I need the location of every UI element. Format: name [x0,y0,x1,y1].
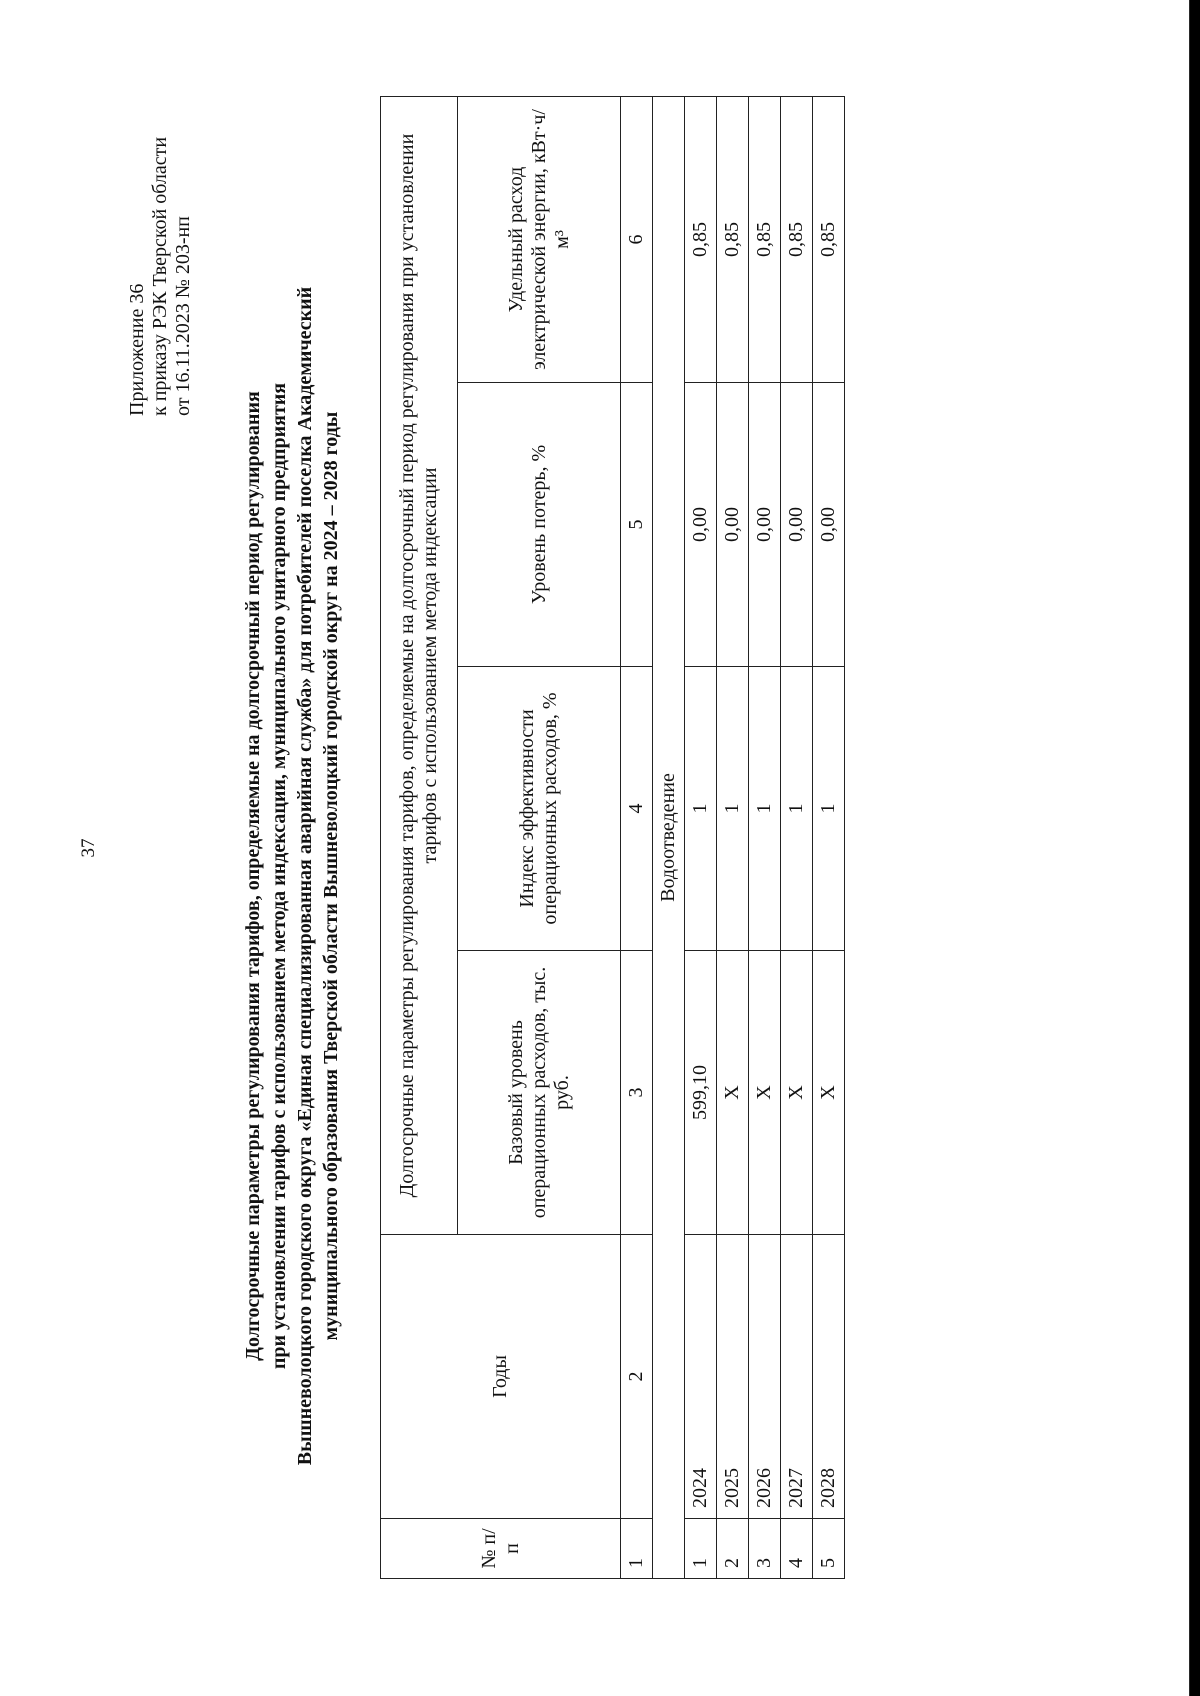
cell-num: 5 [813,1519,845,1579]
section-row [653,96,685,1578]
title-line: муниципального образования Тверской области Вышневолоцкий городской округ на 2024 – 2028 годы [320,411,342,1341]
header-loss-level: Уровень потерь, % [458,383,621,667]
section-label: Водоотведение [653,96,685,1578]
column-number: 6 [621,96,653,382]
header-base-level: Базовый уровень операционных расходов, тыс. руб. [458,951,621,1235]
column-number: 4 [621,667,653,951]
cell-num: 3 [749,1519,781,1579]
cell-efficiency-index: 1 [813,667,845,951]
cell-energy: 0,85 [717,96,749,382]
cell-year: 2027 [781,1235,813,1519]
cell-energy: 0,85 [685,96,717,382]
column-number: 1 [621,1519,653,1579]
cell-efficiency-index: 1 [685,667,717,951]
table-header-row [381,96,458,1578]
table-row [749,96,781,1578]
cell-loss-level: 0,00 [781,383,813,667]
appendix-line: Приложение 36 [126,283,148,416]
column-number: 2 [621,1235,653,1519]
table-row [813,96,845,1578]
title-line: при установлении тарифов с использованием метода индексации, муниципального унитарного предприятия [268,382,290,1370]
cell-num: 4 [781,1519,813,1579]
table-row [781,96,813,1578]
header-num: № п/п [381,1519,621,1579]
title-line: Долгосрочные параметры регулирования тарифов, определяемые на долгосрочный период регулирования [242,391,264,1361]
cell-energy: 0,85 [813,96,845,382]
cell-base-level: X [749,951,781,1235]
cell-efficiency-index: 1 [717,667,749,951]
cell-year: 2026 [749,1235,781,1519]
cell-year: 2028 [813,1235,845,1519]
cell-loss-level: 0,00 [717,383,749,667]
document-title [240,196,344,1556]
table-row [685,96,717,1578]
table-row [717,96,749,1578]
cell-loss-level: 0,00 [749,383,781,667]
page-number: 37 [78,838,99,858]
column-number-row [621,96,653,1578]
column-number: 3 [621,951,653,1235]
header-group: Долгосрочные параметры регулирования тарифов, определяемые на долгосрочный период регулирования при установлении тарифов с использованием метода индексации [381,96,458,1234]
cell-efficiency-index: 1 [781,667,813,951]
cell-base-level: X [717,951,749,1235]
cell-base-level: X [813,951,845,1235]
cell-base-level: 599,10 [685,951,717,1235]
cell-year: 2024 [685,1235,717,1519]
appendix-line: к приказу РЭК Тверской области [149,136,171,416]
cell-loss-level: 0,00 [685,383,717,667]
scan-edge-bar [1190,0,1200,1696]
column-number: 5 [621,383,653,667]
cell-num: 1 [685,1519,717,1579]
cell-base-level: X [781,951,813,1235]
tariff-parameters-table [380,96,845,1579]
header-energy-consumption: Удельный расход электрической энергии, кВт·ч/м³ [458,96,621,382]
appendix-line: от 16.11.2023 № 203-нп [172,216,194,416]
cell-year: 2025 [717,1235,749,1519]
cell-num: 2 [717,1519,749,1579]
appendix-block [126,0,195,416]
header-years: Годы [381,1235,621,1519]
cell-efficiency-index: 1 [749,667,781,951]
cell-energy: 0,85 [781,96,813,382]
title-line: Вышневолоцкого городского округа «Единая специализированная аварийная служба» для потребителей поселка Академический [294,286,316,1466]
header-efficiency-index: Индекс эффективности операционных расходов, % [458,667,621,951]
cell-loss-level: 0,00 [813,383,845,667]
cell-energy: 0,85 [749,96,781,382]
